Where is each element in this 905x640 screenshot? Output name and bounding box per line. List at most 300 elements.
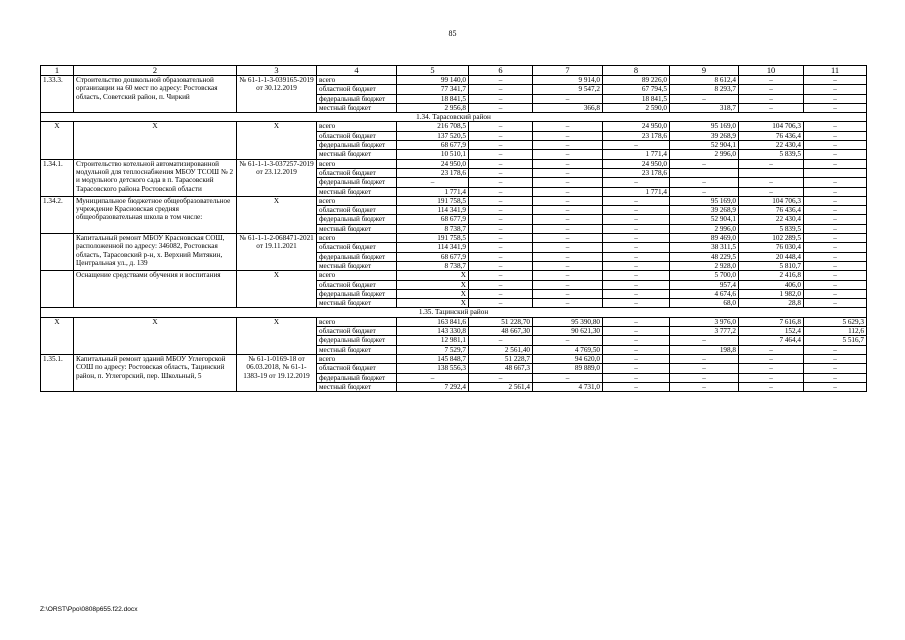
- value-cell: –: [533, 159, 603, 168]
- value-cell: 3 976,0: [670, 317, 739, 326]
- item-name-cell: Строительство дошкольной образовательной организации на 60 мест по адресу: Ростовская область, Советский район, п. Чиркий: [74, 76, 237, 113]
- value-cell: –: [670, 382, 739, 391]
- item-number-cell: 1.35.1.: [41, 354, 74, 391]
- value-cell: –: [533, 187, 603, 196]
- budget-type-cell: местный бюджет: [317, 299, 397, 308]
- value-cell: 94 620,0: [533, 354, 603, 363]
- budget-type-cell: федеральный бюджет: [317, 373, 397, 382]
- column-number-cell: 6: [469, 66, 533, 76]
- value-cell: –: [670, 336, 739, 345]
- column-number-cell: 5: [397, 66, 469, 76]
- value-cell: 112,6: [804, 327, 867, 336]
- value-cell: 5 629,3: [804, 317, 867, 326]
- value-cell: 1 771,4: [397, 187, 469, 196]
- value-cell: –: [804, 299, 867, 308]
- column-number-cell: 8: [603, 66, 670, 76]
- budget-type-cell: областной бюджет: [317, 206, 397, 215]
- value-cell: 8 293,7: [670, 85, 739, 94]
- value-cell: –: [533, 289, 603, 298]
- item-document-cell: Х: [237, 122, 317, 159]
- value-cell: 4 769,50: [533, 345, 603, 354]
- value-cell: 95 390,80: [533, 317, 603, 326]
- column-number-cell: 4: [317, 66, 397, 76]
- page-number: 85: [448, 29, 457, 38]
- value-cell: –: [804, 373, 867, 382]
- value-cell: 102 289,5: [739, 234, 804, 243]
- item-number-cell: [41, 234, 74, 271]
- value-cell: –: [739, 187, 804, 196]
- value-cell: 8 738,7: [397, 261, 469, 270]
- column-number-cell: 7: [533, 66, 603, 76]
- value-cell: –: [533, 141, 603, 150]
- value-cell: –: [804, 141, 867, 150]
- value-cell: [670, 168, 739, 177]
- value-cell: –: [739, 94, 804, 103]
- value-cell: 89 889,0: [533, 364, 603, 373]
- item-name-cell: Капитальный ремонт МБОУ Красновская СОШ, расположенной по адресу: 346082, Ростовская область, Тарасовский р-н, х. Верхний Митякин, Центральная ул., д. 139: [74, 234, 237, 271]
- value-cell: –: [603, 141, 670, 150]
- value-cell: 76 030,4: [739, 243, 804, 252]
- value-cell: –: [603, 234, 670, 243]
- budget-type-cell: федеральный бюджет: [317, 252, 397, 261]
- value-cell: –: [469, 141, 533, 150]
- column-number-cell: 11: [804, 66, 867, 76]
- value-cell: –: [804, 131, 867, 140]
- value-cell: 9 547,2: [533, 85, 603, 94]
- value-cell: –: [533, 196, 603, 205]
- value-cell: 114 341,9: [397, 206, 469, 215]
- value-cell: 23 178,6: [603, 131, 670, 140]
- value-cell: 22 430,4: [739, 141, 804, 150]
- value-cell: –: [670, 187, 739, 196]
- value-cell: –: [469, 289, 533, 298]
- table-row: [41, 122, 867, 131]
- budget-type-cell: всего: [317, 159, 397, 168]
- value-cell: 48 667,30: [469, 327, 533, 336]
- value-cell: –: [804, 364, 867, 373]
- value-cell: 12 981,1: [397, 336, 469, 345]
- value-cell: –: [533, 131, 603, 140]
- budget-type-cell: местный бюджет: [317, 261, 397, 270]
- budget-type-cell: областной бюджет: [317, 131, 397, 140]
- value-cell: –: [739, 159, 804, 168]
- budget-type-cell: федеральный бюджет: [317, 94, 397, 103]
- item-name-cell: Оснащение средствами обучения и воспитания: [74, 271, 237, 308]
- value-cell: –: [469, 215, 533, 224]
- value-cell: 9 914,0: [533, 76, 603, 85]
- value-cell: –: [533, 252, 603, 261]
- item-document-cell: № 61-1-0169-18 от 06.03.2018, № 61-1-1383-19 от 19.12.2019: [237, 354, 317, 391]
- value-cell: –: [804, 224, 867, 233]
- file-path-footer: Z:\ORST\Ppo\0808p655.f22.docx: [40, 606, 138, 613]
- value-cell: –: [603, 364, 670, 373]
- value-cell: –: [804, 159, 867, 168]
- budget-type-cell: областной бюджет: [317, 243, 397, 252]
- section-header-row: [41, 308, 867, 317]
- value-cell: –: [397, 373, 469, 382]
- value-cell: 95 169,0: [670, 122, 739, 131]
- value-cell: 7 464,4: [739, 336, 804, 345]
- value-cell: 7 529,7: [397, 345, 469, 354]
- value-cell: 51 228,70: [469, 317, 533, 326]
- value-cell: 104 706,3: [739, 122, 804, 131]
- value-cell: –: [804, 85, 867, 94]
- value-cell: 10 510,1: [397, 150, 469, 159]
- section-title: 1.35. Тацинский район: [41, 308, 867, 317]
- table-row: [41, 234, 867, 243]
- value-cell: 5 516,7: [804, 336, 867, 345]
- value-cell: –: [739, 345, 804, 354]
- budget-type-cell: всего: [317, 271, 397, 280]
- value-cell: –: [533, 178, 603, 187]
- value-cell: 5 810,7: [739, 261, 804, 270]
- budget-type-cell: всего: [317, 234, 397, 243]
- value-cell: –: [603, 317, 670, 326]
- value-cell: 99 140,0: [397, 76, 469, 85]
- value-cell: 2 590,0: [603, 103, 670, 112]
- budget-type-cell: всего: [317, 196, 397, 205]
- value-cell: 39 268,9: [670, 131, 739, 140]
- value-cell: –: [603, 196, 670, 205]
- value-cell: –: [603, 206, 670, 215]
- item-number-cell: [41, 271, 74, 308]
- value-cell: 4 731,0: [533, 382, 603, 391]
- value-cell: 18 841,5: [397, 94, 469, 103]
- value-cell: –: [804, 271, 867, 280]
- value-cell: –: [739, 364, 804, 373]
- value-cell: –: [670, 354, 739, 363]
- column-number-cell: 3: [237, 66, 317, 76]
- table-row: [41, 271, 867, 280]
- table-row: [41, 196, 867, 205]
- value-cell: 89 469,0: [670, 234, 739, 243]
- value-cell: –: [397, 178, 469, 187]
- budget-type-cell: федеральный бюджет: [317, 178, 397, 187]
- value-cell: 38 311,5: [670, 243, 739, 252]
- value-cell: 2 956,8: [397, 103, 469, 112]
- value-cell: 23 178,6: [397, 168, 469, 177]
- budget-type-cell: областной бюджет: [317, 364, 397, 373]
- value-cell: 143 330,8: [397, 327, 469, 336]
- value-cell: 191 758,5: [397, 234, 469, 243]
- budget-type-cell: местный бюджет: [317, 150, 397, 159]
- item-document-cell: № 61-1-1-3-039165-2019 от 30.12.2019: [237, 76, 317, 113]
- value-cell: 8 738,7: [397, 224, 469, 233]
- section-title: 1.34. Тарасовский район: [41, 113, 867, 122]
- value-cell: –: [603, 178, 670, 187]
- budget-type-cell: всего: [317, 317, 397, 326]
- value-cell: –: [804, 76, 867, 85]
- value-cell: –: [469, 168, 533, 177]
- budget-type-cell: местный бюджет: [317, 345, 397, 354]
- value-cell: 48 667,3: [469, 364, 533, 373]
- value-cell: 76 436,4: [739, 206, 804, 215]
- value-cell: –: [804, 261, 867, 270]
- value-cell: –: [670, 178, 739, 187]
- value-cell: –: [533, 280, 603, 289]
- table-row: [41, 159, 867, 168]
- budget-type-cell: областной бюджет: [317, 280, 397, 289]
- item-number-cell: 1.34.2.: [41, 196, 74, 233]
- table-row: [41, 354, 867, 363]
- value-cell: –: [603, 271, 670, 280]
- budget-type-cell: областной бюджет: [317, 327, 397, 336]
- item-number-cell: Х: [41, 317, 74, 354]
- value-cell: –: [739, 178, 804, 187]
- value-cell: –: [469, 131, 533, 140]
- value-cell: 5 700,0: [670, 271, 739, 280]
- item-name-cell: Строительство котельной автоматизированной модульной для теплоснабжения МБОУ ТСОШ № 2 и модульного детского сада в п. Тарасовский Тарасовского района Ростовской области: [74, 159, 237, 196]
- value-cell: 7 292,4: [397, 382, 469, 391]
- value-cell: –: [603, 224, 670, 233]
- value-cell: 2 928,0: [670, 261, 739, 270]
- budget-type-cell: местный бюджет: [317, 224, 397, 233]
- value-cell: 163 841,6: [397, 317, 469, 326]
- budget-type-cell: всего: [317, 122, 397, 131]
- value-cell: –: [804, 206, 867, 215]
- table-row: [41, 317, 867, 326]
- budget-type-cell: местный бюджет: [317, 382, 397, 391]
- value-cell: –: [533, 299, 603, 308]
- value-cell: –: [804, 103, 867, 112]
- value-cell: Х: [397, 299, 469, 308]
- value-cell: –: [469, 224, 533, 233]
- value-cell: –: [533, 373, 603, 382]
- value-cell: –: [739, 382, 804, 391]
- value-cell: 68 677,9: [397, 252, 469, 261]
- value-cell: 3 777,2: [670, 327, 739, 336]
- value-cell: 137 520,5: [397, 131, 469, 140]
- value-cell: –: [533, 234, 603, 243]
- value-cell: 2 996,0: [670, 150, 739, 159]
- value-cell: 152,4: [739, 327, 804, 336]
- value-cell: 366,8: [533, 103, 603, 112]
- value-cell: 2 561,4: [469, 382, 533, 391]
- value-cell: –: [469, 336, 533, 345]
- value-cell: –: [533, 224, 603, 233]
- value-cell: Х: [397, 289, 469, 298]
- value-cell: [804, 168, 867, 177]
- column-number-cell: 9: [670, 66, 739, 76]
- value-cell: 52 904,1: [670, 215, 739, 224]
- value-cell: 1 771,4: [603, 187, 670, 196]
- value-cell: 104 706,3: [739, 196, 804, 205]
- value-cell: –: [670, 373, 739, 382]
- value-cell: –: [603, 299, 670, 308]
- value-cell: –: [603, 336, 670, 345]
- value-cell: –: [469, 373, 533, 382]
- value-cell: –: [533, 215, 603, 224]
- value-cell: –: [603, 382, 670, 391]
- value-cell: 216 708,5: [397, 122, 469, 131]
- column-number-cell: 1: [41, 66, 74, 76]
- value-cell: –: [804, 215, 867, 224]
- value-cell: 145 848,7: [397, 354, 469, 363]
- budget-type-cell: всего: [317, 354, 397, 363]
- value-cell: –: [533, 206, 603, 215]
- value-cell: –: [804, 94, 867, 103]
- value-cell: –: [804, 150, 867, 159]
- item-name-cell: Х: [74, 122, 237, 159]
- value-cell: Х: [397, 280, 469, 289]
- value-cell: –: [533, 261, 603, 270]
- value-cell: –: [804, 354, 867, 363]
- value-cell: 68 677,9: [397, 215, 469, 224]
- value-cell: 68 677,9: [397, 141, 469, 150]
- value-cell: –: [533, 150, 603, 159]
- value-cell: –: [469, 261, 533, 270]
- budget-type-cell: местный бюджет: [317, 103, 397, 112]
- value-cell: 24 950,0: [603, 122, 670, 131]
- value-cell: –: [469, 280, 533, 289]
- budget-table: [40, 65, 867, 392]
- value-cell: –: [469, 94, 533, 103]
- value-cell: –: [469, 103, 533, 112]
- item-document-cell: Х: [237, 271, 317, 308]
- item-document-cell: Х: [237, 196, 317, 233]
- value-cell: –: [739, 85, 804, 94]
- value-cell: 8 612,4: [670, 76, 739, 85]
- value-cell: 20 448,4: [739, 252, 804, 261]
- value-cell: 5 839,5: [739, 150, 804, 159]
- value-cell: –: [603, 243, 670, 252]
- value-cell: –: [603, 252, 670, 261]
- item-number-cell: 1.34.1.: [41, 159, 74, 196]
- column-number-cell: 2: [74, 66, 237, 76]
- budget-type-cell: федеральный бюджет: [317, 215, 397, 224]
- value-cell: 191 758,5: [397, 196, 469, 205]
- budget-type-cell: федеральный бюджет: [317, 336, 397, 345]
- value-cell: 318,7: [670, 103, 739, 112]
- value-cell: 39 268,9: [670, 206, 739, 215]
- column-number-row: [41, 66, 867, 76]
- value-cell: –: [469, 159, 533, 168]
- budget-type-cell: всего: [317, 76, 397, 85]
- value-cell: –: [469, 187, 533, 196]
- value-cell: –: [469, 243, 533, 252]
- value-cell: –: [469, 271, 533, 280]
- budget-type-cell: местный бюджет: [317, 187, 397, 196]
- value-cell: 114 341,9: [397, 243, 469, 252]
- value-cell: –: [533, 122, 603, 131]
- value-cell: 22 430,4: [739, 215, 804, 224]
- value-cell: 2 996,0: [670, 224, 739, 233]
- value-cell: –: [739, 103, 804, 112]
- item-name-cell: Муниципальное бюджетное общеобразовательное учреждение Красновская средняя общеобразовательная школа в том числе:: [74, 196, 237, 233]
- value-cell: 7 616,8: [739, 317, 804, 326]
- value-cell: –: [533, 94, 603, 103]
- value-cell: –: [670, 159, 739, 168]
- value-cell: –: [603, 215, 670, 224]
- value-cell: 2 416,8: [739, 271, 804, 280]
- value-cell: 957,4: [670, 280, 739, 289]
- value-cell: 28,8: [739, 299, 804, 308]
- value-cell: –: [739, 373, 804, 382]
- value-cell: –: [533, 243, 603, 252]
- item-document-cell: № 61-1-1-3-037257-2019 от 23.12.2019: [237, 159, 317, 196]
- value-cell: 89 226,0: [603, 76, 670, 85]
- item-name-cell: Капитальный ремонт зданий МБОУ Углегорской СОШ по адресу: Ростовская область, Тацинский район, п. Углегорский, пер. Школьный, 5: [74, 354, 237, 391]
- value-cell: –: [804, 252, 867, 261]
- value-cell: –: [670, 94, 739, 103]
- value-cell: –: [804, 345, 867, 354]
- value-cell: –: [469, 122, 533, 131]
- value-cell: –: [469, 299, 533, 308]
- value-cell: –: [804, 187, 867, 196]
- value-cell: 23 178,6: [603, 168, 670, 177]
- value-cell: –: [469, 252, 533, 261]
- item-number-cell: Х: [41, 122, 74, 159]
- value-cell: 52 904,1: [670, 141, 739, 150]
- value-cell: –: [739, 76, 804, 85]
- value-cell: 24 950,0: [397, 159, 469, 168]
- value-cell: –: [469, 85, 533, 94]
- value-cell: –: [804, 280, 867, 289]
- value-cell: –: [533, 271, 603, 280]
- value-cell: –: [533, 168, 603, 177]
- item-document-cell: Х: [237, 317, 317, 354]
- budget-type-cell: федеральный бюджет: [317, 289, 397, 298]
- value-cell: 18 841,5: [603, 94, 670, 103]
- value-cell: –: [804, 234, 867, 243]
- value-cell: –: [804, 196, 867, 205]
- value-cell: –: [603, 289, 670, 298]
- value-cell: 1 982,0: [739, 289, 804, 298]
- section-header-row: [41, 113, 867, 122]
- value-cell: 138 556,3: [397, 364, 469, 373]
- value-cell: –: [603, 354, 670, 363]
- value-cell: –: [804, 243, 867, 252]
- value-cell: [739, 168, 804, 177]
- value-cell: 24 950,0: [603, 159, 670, 168]
- value-cell: –: [670, 364, 739, 373]
- item-number-cell: 1.33.3.: [41, 76, 74, 113]
- value-cell: –: [603, 373, 670, 382]
- value-cell: 406,0: [739, 280, 804, 289]
- value-cell: 1 771,4: [603, 150, 670, 159]
- value-cell: –: [469, 196, 533, 205]
- value-cell: 77 341,7: [397, 85, 469, 94]
- item-document-cell: № 61-1-1-2-068471-2021 от 19.11.2021: [237, 234, 317, 271]
- value-cell: –: [804, 122, 867, 131]
- value-cell: 67 794,5: [603, 85, 670, 94]
- budget-type-cell: федеральный бюджет: [317, 141, 397, 150]
- value-cell: 198,8: [670, 345, 739, 354]
- value-cell: –: [804, 178, 867, 187]
- value-cell: 48 229,5: [670, 252, 739, 261]
- table-row: [41, 76, 867, 85]
- value-cell: –: [804, 289, 867, 298]
- value-cell: –: [603, 261, 670, 270]
- value-cell: 68,0: [670, 299, 739, 308]
- value-cell: –: [603, 345, 670, 354]
- budget-type-cell: областной бюджет: [317, 168, 397, 177]
- value-cell: –: [533, 336, 603, 345]
- value-cell: 76 436,4: [739, 131, 804, 140]
- value-cell: 2 561,40: [469, 345, 533, 354]
- value-cell: –: [804, 382, 867, 391]
- budget-type-cell: областной бюджет: [317, 85, 397, 94]
- value-cell: 5 839,5: [739, 224, 804, 233]
- value-cell: –: [603, 280, 670, 289]
- column-number-cell: 10: [739, 66, 804, 76]
- value-cell: –: [469, 206, 533, 215]
- value-cell: –: [469, 234, 533, 243]
- item-name-cell: Х: [74, 317, 237, 354]
- value-cell: –: [469, 178, 533, 187]
- value-cell: 90 621,30: [533, 327, 603, 336]
- value-cell: –: [469, 150, 533, 159]
